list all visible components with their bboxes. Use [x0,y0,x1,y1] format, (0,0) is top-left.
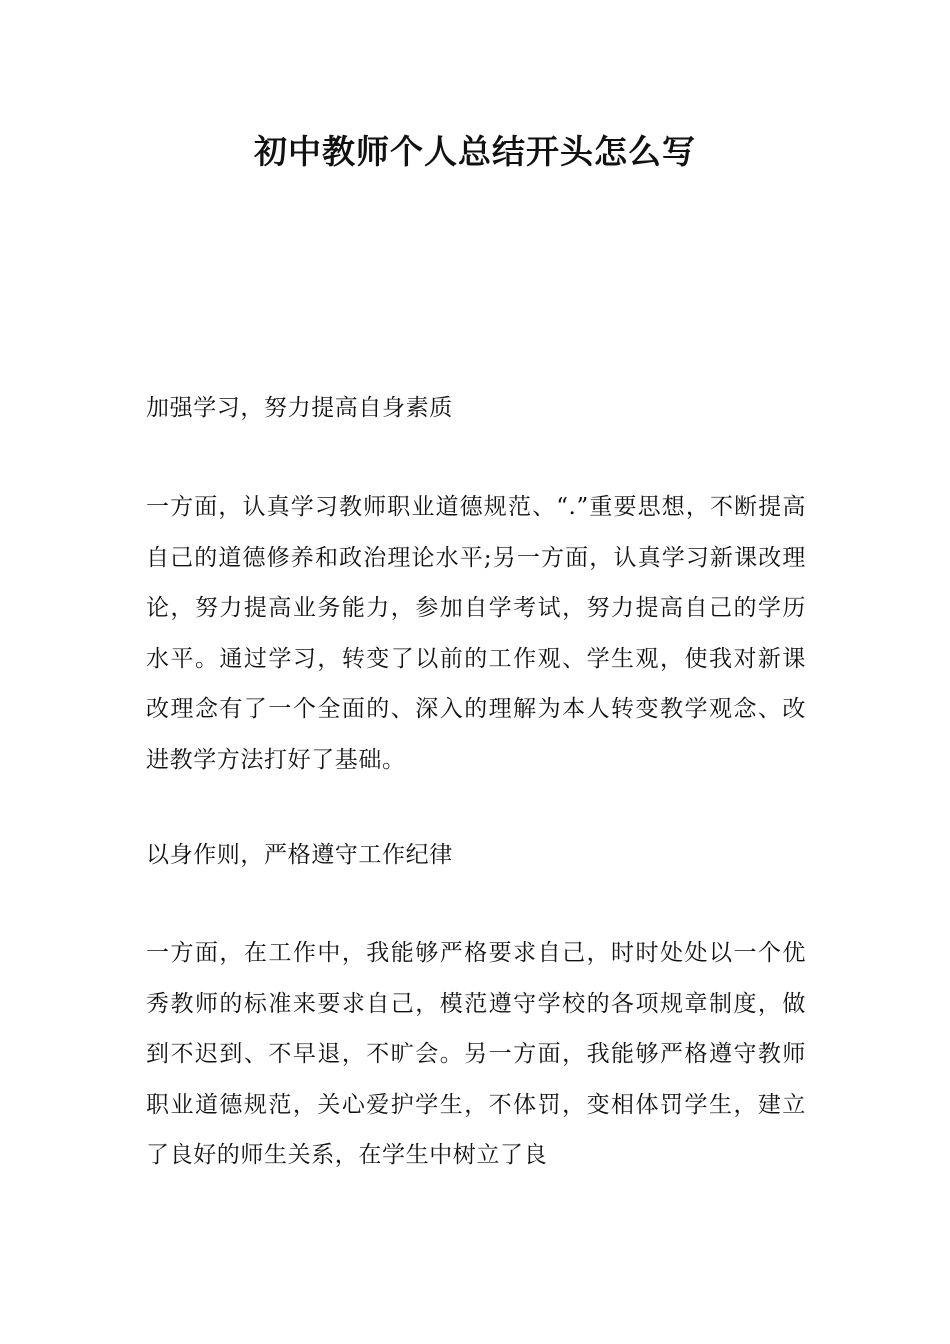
section-heading: 加强学习，努力提高自身素质 [146,395,453,421]
section-paragraph: 一方面，在工作中，我能够严格要求自己，时时处处以一个优秀教师的标准来要求自己，模范遵守学校的各项规章制度，做到不迟到、不早退，不旷会。另一方面，我能够严格遵守教师职业道德规范，关心爱护学生，不体罚，变相体罚学生，建立了良好的师生关系，在学生中树立了良 [146,940,806,1168]
document-title: 初中教师个人总结开头怎么写 [254,132,696,171]
section-heading: 以身作则，严格遵守工作纪律 [146,842,453,868]
section-paragraph: 一方面，认真学习教师职业道德规范、“.”重要思想，不断提高自己的道德修养和政治理论水平;另一方面，认真学习新课改理论，努力提高业务能力，参加自学考试，努力提高自己的学历水平。通过学习，转变了以前的工作观、学生观，使我对新课改理念有了一个全面的、深入的理解为本人转变教学观念、改进教学方法打好了基础。 [146,494,806,773]
